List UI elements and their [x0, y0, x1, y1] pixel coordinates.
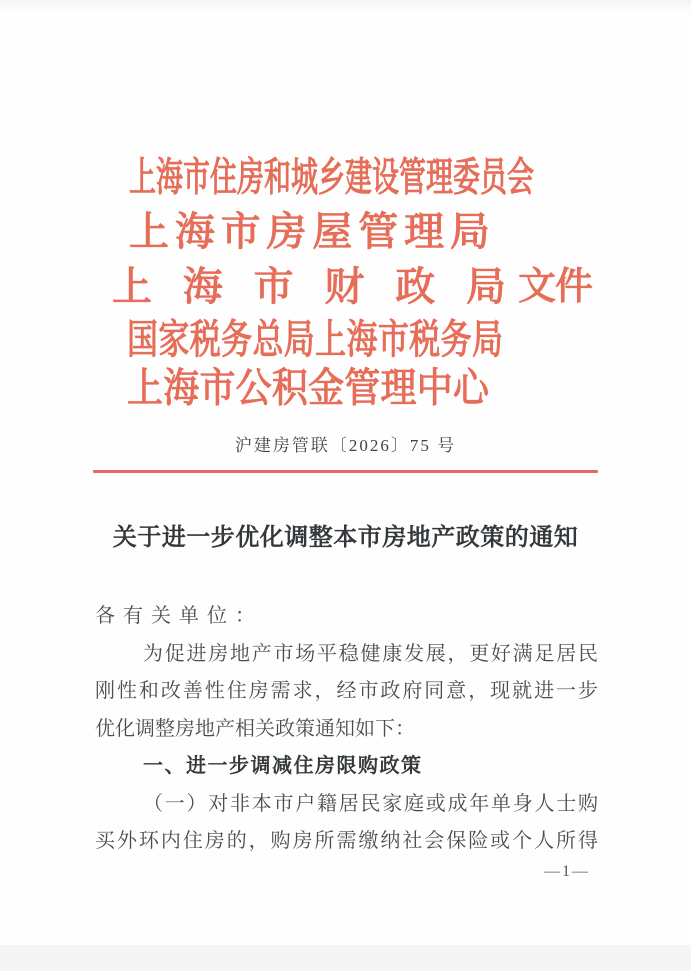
document-title: 关于进一步优化调整本市房地产政策的通知	[112, 525, 579, 551]
agency-line-5: 上 海 市 公 积 金 管 理 中 心	[127, 365, 489, 411]
agency-line-3-name: 上 海 市 财 政 局	[112, 264, 506, 309]
document-number: 沪建房管联〔2026〕75 号	[234, 436, 457, 455]
scan-edge-top	[0, 0, 691, 12]
page-number: —1—	[544, 863, 590, 880]
red-divider-line	[93, 470, 598, 473]
agency-line-2: 上 海 市 房 屋 管 理 局	[129, 209, 490, 254]
paragraph-1-line-3: 优化调整房地产相关政策通知如下：	[95, 717, 415, 740]
salutation: 各有关单位：	[95, 605, 263, 627]
item-1-line-1: （ 一 ） 对 非 本 市 户 籍 居 民 家 庭 或 成 年 单 身 人 士 购	[143, 792, 598, 815]
agency-line-3	[112, 264, 593, 309]
section-1-heading: 一、进一步调减住房限购政策	[143, 755, 423, 777]
agency-line-4: 国 家 税 务 总 局 上 海 市 税 务 局	[127, 316, 503, 362]
paragraph-1-line-2: 刚 性 和 改 善 性 住 房 需 求 ， 经 市 政 府 同 意 ， 现 就 进 一 步	[95, 680, 598, 702]
agency-line-1: 上 海 市 住 房 和 城 乡 建 设 管 理 委 员 会	[129, 155, 534, 200]
file-label: 文件	[518, 266, 593, 308]
paragraph-1-line-1: 为 促 进 房 地 产 市 场 平 稳 健 康 发 展 ， 更 好 满 足 居 民	[143, 642, 598, 665]
scan-edge-bottom	[0, 945, 691, 971]
item-1-line-2: 买 外 环 内 住 房 的 ， 购 房 所 需 缴 纳 社 会 保 险 或 个 人 所 得	[95, 830, 598, 852]
document-body	[95, 598, 598, 861]
